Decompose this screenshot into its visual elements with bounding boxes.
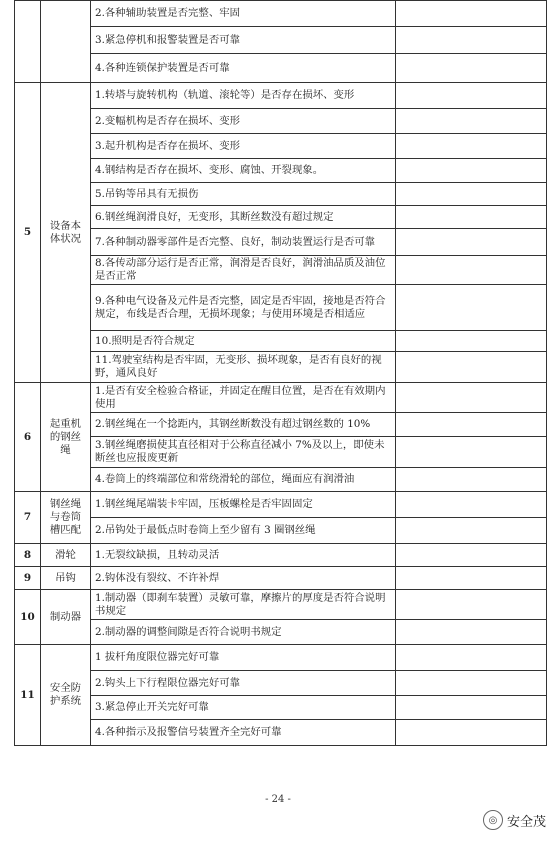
row-number: 6 bbox=[15, 383, 41, 492]
result-cell bbox=[396, 256, 547, 285]
table-row bbox=[15, 620, 547, 645]
result-cell bbox=[396, 159, 547, 183]
result-cell bbox=[396, 492, 547, 518]
result-cell bbox=[396, 83, 547, 109]
item-text: 1.转塔与旋转机构（轨道、滚轮等）是否存在损坏、变形 bbox=[91, 83, 396, 109]
table-row bbox=[15, 109, 547, 134]
table-row bbox=[15, 331, 547, 352]
table-row bbox=[15, 544, 547, 567]
inspection-table bbox=[14, 0, 547, 746]
item-text: 5.吊钩等吊具有无损伤 bbox=[91, 183, 396, 206]
item-text: 3.紧急停止开关完好可靠 bbox=[91, 696, 396, 720]
result-cell bbox=[396, 27, 547, 54]
table-row bbox=[15, 383, 547, 413]
wechat-icon: ◎ bbox=[483, 810, 503, 830]
row-number: 8 bbox=[15, 544, 41, 567]
table-row bbox=[15, 134, 547, 159]
result-cell bbox=[396, 518, 547, 544]
result-cell bbox=[396, 54, 547, 83]
result-cell bbox=[396, 352, 547, 383]
watermark bbox=[483, 810, 546, 830]
item-text: 2.各种辅助装置是否完整、牢固 bbox=[91, 1, 396, 27]
table-row bbox=[15, 645, 547, 671]
table-row bbox=[15, 518, 547, 544]
result-cell bbox=[396, 720, 547, 746]
category-cell: 安全防护系统 bbox=[41, 645, 91, 746]
result-cell bbox=[396, 645, 547, 671]
item-text: 8.各传动部分运行是否正常，润滑是否良好，润滑油品质及油位是否正常 bbox=[91, 256, 396, 285]
table-row bbox=[15, 567, 547, 590]
table-row bbox=[15, 206, 547, 229]
table-row bbox=[15, 285, 547, 331]
result-cell bbox=[396, 413, 547, 437]
row-number: 11 bbox=[15, 645, 41, 746]
page-number: - 24 - bbox=[265, 794, 291, 805]
result-cell bbox=[396, 109, 547, 134]
table-row bbox=[15, 671, 547, 696]
item-text: 1.无裂纹缺损，且转动灵活 bbox=[91, 544, 396, 567]
item-text: 3.起升机构是否存在损坏、变形 bbox=[91, 134, 396, 159]
table-row bbox=[15, 83, 547, 109]
category-cell: 起重机的钢丝绳 bbox=[41, 383, 91, 492]
item-text: 4.各种指示及报警信号装置齐全完好可靠 bbox=[91, 720, 396, 746]
table-row bbox=[15, 54, 547, 83]
category-cell: 滑轮 bbox=[41, 544, 91, 567]
result-cell bbox=[396, 383, 547, 413]
row-number: 9 bbox=[15, 567, 41, 590]
result-cell bbox=[396, 468, 547, 492]
table-row bbox=[15, 590, 547, 620]
result-cell bbox=[396, 1, 547, 27]
item-text: 4.钢结构是否存在损坏、变形、腐蚀、开裂现象。 bbox=[91, 159, 396, 183]
table-row bbox=[15, 437, 547, 468]
item-text: 6.钢丝绳润滑良好，无变形，其断丝数没有超过规定 bbox=[91, 206, 396, 229]
item-text: 1.是否有安全检验合格证，并固定在醒目位置，是否在有效期内使用 bbox=[91, 383, 396, 413]
table-row bbox=[15, 468, 547, 492]
item-text: 2.钢丝绳在一个捻距内，其钢丝断数没有超过钢丝数的 10% bbox=[91, 413, 396, 437]
table-row bbox=[15, 27, 547, 54]
result-cell bbox=[396, 134, 547, 159]
table-row bbox=[15, 696, 547, 720]
category-cell: 钢丝绳与卷筒槽匹配 bbox=[41, 492, 91, 544]
result-cell bbox=[396, 285, 547, 331]
result-cell bbox=[396, 696, 547, 720]
category-cell: 吊钩 bbox=[41, 567, 91, 590]
result-cell bbox=[396, 437, 547, 468]
item-text: 3.钢丝绳磨损使其直径相对于公称直径减小 7%及以上，即使未断丝也应报废更新 bbox=[91, 437, 396, 468]
item-text: 7.各种制动器零部件是否完整、良好，制动装置运行是否可靠 bbox=[91, 229, 396, 256]
result-cell bbox=[396, 567, 547, 590]
result-cell bbox=[396, 671, 547, 696]
item-text: 2.吊钩处于最低点时卷筒上至少留有 3 圈钢丝绳 bbox=[91, 518, 396, 544]
table-row bbox=[15, 183, 547, 206]
table-row bbox=[15, 1, 547, 27]
item-text: 4.卷筒上的终端部位和常绕滑轮的部位，绳面应有润滑油 bbox=[91, 468, 396, 492]
item-text: 11.驾驶室结构是否牢固，无变形、损坏现象，是否有良好的视野，通风良好 bbox=[91, 352, 396, 383]
result-cell bbox=[396, 620, 547, 645]
item-text: 3.紧急停机和报警装置是否可靠 bbox=[91, 27, 396, 54]
result-cell bbox=[396, 331, 547, 352]
row-number: 10 bbox=[15, 590, 41, 645]
table-row bbox=[15, 256, 547, 285]
result-cell bbox=[396, 206, 547, 229]
item-text: 2.钩头上下行程限位器完好可靠 bbox=[91, 671, 396, 696]
item-text: 1.钢丝绳尾端装卡牢固，压板螺栓是否牢固固定 bbox=[91, 492, 396, 518]
table-row bbox=[15, 352, 547, 383]
category-cell bbox=[41, 1, 91, 83]
item-text: 2.制动器的调整间隙是否符合说明书规定 bbox=[91, 620, 396, 645]
item-text: 2.钩体没有裂纹、不许补焊 bbox=[91, 567, 396, 590]
result-cell bbox=[396, 544, 547, 567]
result-cell bbox=[396, 590, 547, 620]
row-number: 7 bbox=[15, 492, 41, 544]
item-text: 9.各种电气设备及元件是否完整，固定是否牢固，接地是否符合规定，布线是否合理，无损坏现象；与使用环境是否相适应 bbox=[91, 285, 396, 331]
table-row bbox=[15, 413, 547, 437]
category-cell: 制动器 bbox=[41, 590, 91, 645]
watermark-label: 安全茂 bbox=[506, 814, 546, 830]
item-text: 1 拔杆角度限位器完好可靠 bbox=[91, 645, 396, 671]
item-text: 4.各种连锁保护装置是否可靠 bbox=[91, 54, 396, 83]
result-cell bbox=[396, 229, 547, 256]
item-text: 1.制动器（即刹车装置）灵敏可靠，摩擦片的厚度是否符合说明书规定 bbox=[91, 590, 396, 620]
table-row bbox=[15, 720, 547, 746]
row-number bbox=[15, 1, 41, 83]
table-row bbox=[15, 492, 547, 518]
item-text: 10.照明是否符合规定 bbox=[91, 331, 396, 352]
category-cell: 设备本体状况 bbox=[41, 83, 91, 383]
row-number: 5 bbox=[15, 83, 41, 383]
table-row bbox=[15, 229, 547, 256]
result-cell bbox=[396, 183, 547, 206]
table-row bbox=[15, 159, 547, 183]
item-text: 2.变幅机构是否存在损坏、变形 bbox=[91, 109, 396, 134]
